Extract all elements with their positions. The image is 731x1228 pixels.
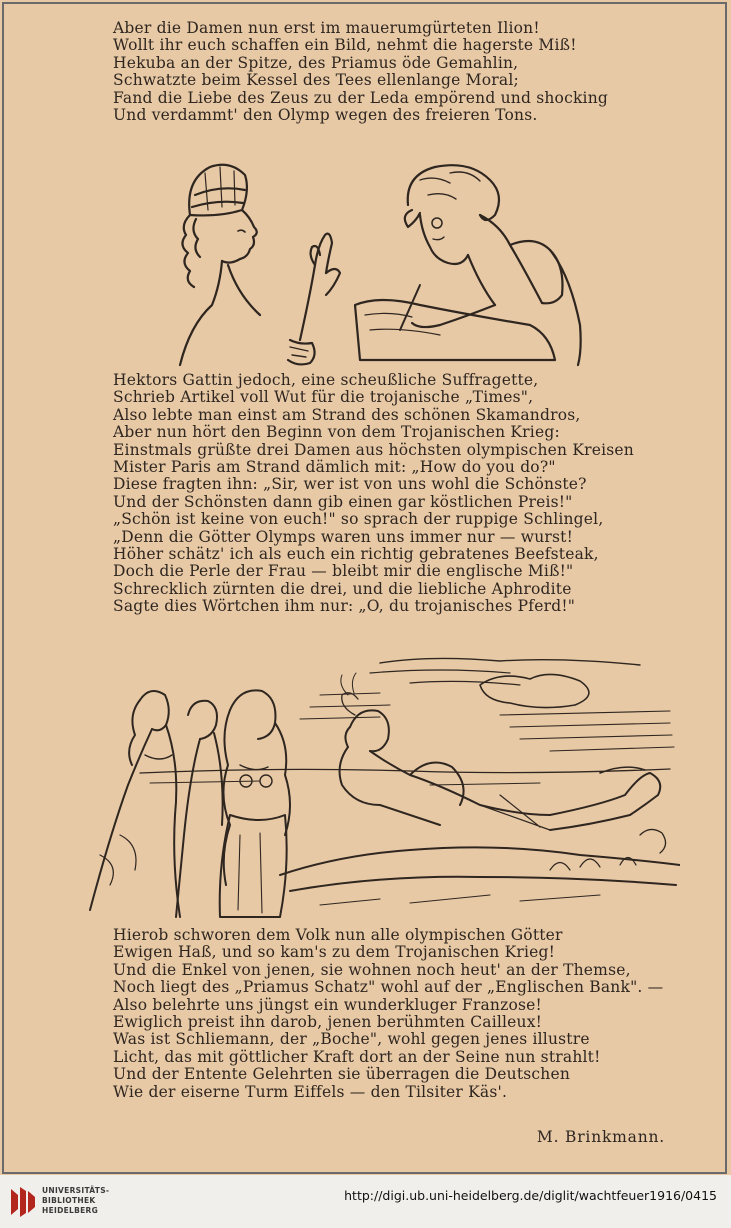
poem-line: Doch die Perle der Frau — bleibt mir die englische Miß!" — [113, 562, 574, 581]
source-url-link[interactable]: http://digi.ub.uni-heidelberg.de/diglit/wachtfeuer1916/0415 — [344, 1188, 717, 1203]
poem-line: Und verdammt' den Olymp wegen des freieren Tons. — [113, 106, 538, 125]
poem-line: Licht, das mit göttlicher Kraft dort an der Seine nun strahlt! — [113, 1047, 601, 1066]
poem-line: Und die Enkel von jenen, sie wohnen noch heut' an der Themse, — [113, 960, 631, 979]
poem-line: Diese fragten ihn: „Sir, wer ist von uns wohl die Schönste? — [113, 475, 587, 494]
poem-line: „Denn die Götter Olymps waren uns immer nur — wurst! — [113, 527, 574, 546]
library-name-line: HEIDELBERG — [42, 1206, 99, 1215]
poem-line: Fand die Liebe des Zeus zu der Leda empörend und shocking — [113, 88, 609, 107]
poem-line: Ewiglich preist ihn darob, jenen berühmten Cailleux! — [113, 1013, 543, 1032]
poem-line: Hekuba an der Spitze, des Priamus öde Gemahlin, — [113, 53, 519, 72]
poem-line: Schrieb Artikel voll Wut für die trojanische „Times", — [113, 388, 534, 407]
poem-line: Aber nun hört den Beginn von dem Trojanischen Krieg: — [113, 423, 560, 442]
poem-line: Sagte dies Wörtchen ihm nur: „O, du trojanisches Pferd!" — [113, 597, 576, 616]
poem-line: Einstmals grüßte drei Damen aus höchsten olympischen Kreisen — [113, 440, 634, 459]
library-name-line: BIBLIOTHEK — [42, 1196, 96, 1205]
library-footer — [0, 1175, 731, 1228]
poem-stanza-1 — [113, 20, 673, 124]
poem-line: Noch liegt des „Priamus Schatz" wohl auf der „Englischen Bank". — — [113, 978, 664, 997]
poem-line: Wollt ihr euch schaffen ein Bild, nehmt die hagerste Miß! — [113, 36, 577, 55]
poem-line: Was ist Schliemann, der „Boche", wohl gegen jenes illustre — [113, 1030, 590, 1049]
poem-line: Schrecklich zürnten die drei, und die liebliche Aphrodite — [113, 579, 572, 598]
poem-stanza-2 — [113, 372, 673, 616]
poem-line: Schwatzte beim Kessel des Tees ellenlange Moral; — [113, 71, 519, 90]
poem-line: Mister Paris am Strand dämlich mit: „How do you do?" — [113, 458, 556, 477]
poem-line: Also lebte man einst am Strand des schönen Skamandros, — [113, 405, 581, 424]
poem-line: Hierob schworen dem Volk nun alle olympischen Götter — [113, 926, 563, 944]
library-name — [42, 1186, 109, 1216]
library-name-line: UNIVERSITÄTS- — [42, 1186, 110, 1195]
poem-stanza-3 — [113, 927, 673, 1101]
poem-line: „Schön ist keine von euch!" so sprach der ruppige Schlingel, — [113, 510, 604, 529]
illustration-two-women — [150, 155, 605, 370]
author-signature: M. Brinkmann. — [536, 1128, 665, 1146]
poem-line: Und der Entente Gelehrten sie überragen die Deutschen — [113, 1065, 571, 1084]
poem-line: Also belehrte uns jüngst ein wunderkluger Franzose! — [113, 995, 542, 1014]
university-library-logo-icon — [8, 1185, 38, 1219]
illustration-paris-and-three-goddesses — [80, 655, 680, 927]
poem-line: Und der Schönsten dann gib einen gar köstlichen Preis!" — [113, 492, 573, 511]
poem-line: Ewigen Haß, und so kam's zu dem Trojanischen Krieg! — [113, 943, 556, 962]
poem-line: Aber die Damen nun erst im mauerumgürteten Ilion! — [113, 19, 540, 37]
poem-line: Wie der eiserne Turm Eiffels — den Tilsiter Käs'. — [113, 1082, 508, 1101]
poem-line: Höher schätz' ich als euch ein richtig gebratenes Beefsteak, — [113, 545, 599, 564]
poem-line: Hektors Gattin jedoch, eine scheußliche Suffragette, — [113, 371, 539, 389]
